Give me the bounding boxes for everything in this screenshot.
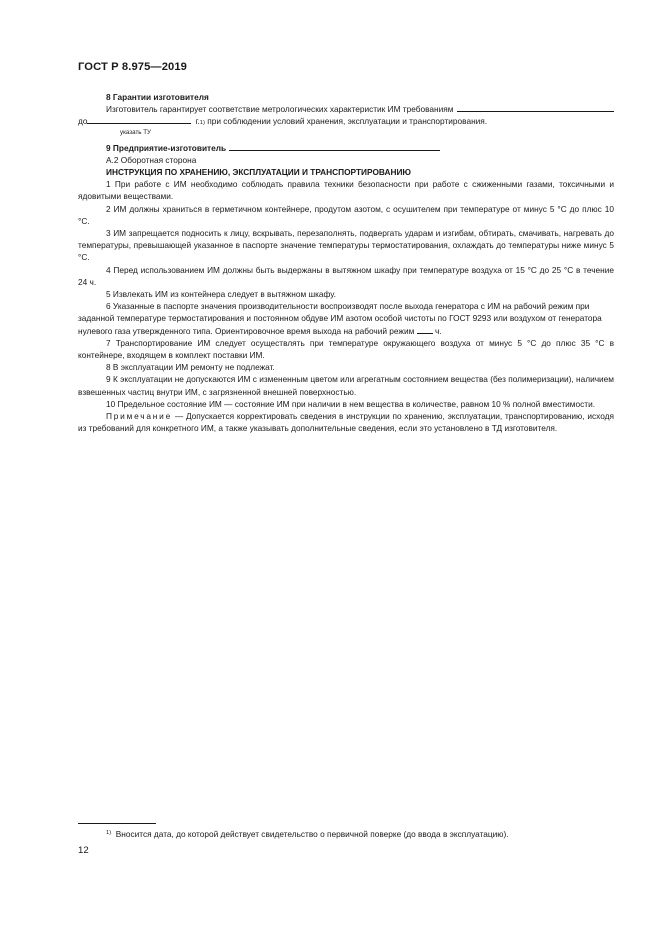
instruction-item-8: 8 В эксплуатации ИМ ремонту не подлежат. xyxy=(106,362,275,373)
page-number: 12 xyxy=(78,845,89,856)
instruction-item-6-text: 6 Указанные в паспорте значения производительности воспроизводят после выхода генератора с ИМ на рабочий режим при заданной температуре термостатирования и постоянном обдуве ИМ азотом особой чистоты по ГОСТ 9293 или воздухом от генератора нулевого газа утвержденного типа. Ориентировочное время выхода на рабочий режим xyxy=(78,301,602,336)
tu-blank-line xyxy=(457,103,614,112)
manufacturer-blank-line xyxy=(229,142,440,151)
warranty-text-line2: до г. 1) при соблюдении условий хранения, эксплуатации и транспортирования. xyxy=(78,116,488,127)
warranty-heading: 8 Гарантии изготовителя xyxy=(106,92,209,102)
note-label: Примечание xyxy=(106,411,173,422)
instruction-title: ИНСТРУКЦИЯ ПО ХРАНЕНИЮ, ЭКСПЛУАТАЦИИ И ТРАНСПОРТИРОВАНИЮ xyxy=(106,167,411,178)
tu-hint: указать ТУ xyxy=(120,128,151,136)
footnote-rule xyxy=(78,823,156,824)
instruction-item-5: 5 Извлекать ИМ из контейнера следует в вытяжном шкафу. xyxy=(106,289,336,300)
instruction-item-2: 2 ИМ должны храниться в герметичном контейнере, продутом азотом, с осушителем при температуре от минус 5 °С до плюс 10 °С. xyxy=(78,203,614,226)
instruction-item-7: 7 Транспортирование ИМ следует осуществлять при температуре окружающего воздуха от минус 5 °С до плюс 35 °С в контейнере, входящем в комплект поставки ИМ. xyxy=(78,337,614,361)
manufacturer-heading: 9 Предприятие-изготовитель xyxy=(106,142,227,153)
warranty-text-line1 xyxy=(78,103,614,115)
footnote-text: Вносится дата, до которой действует свидетельство о первичной поверке (до ввода в эксплуатацию). xyxy=(111,829,509,839)
date-blank-line xyxy=(87,115,191,124)
section-label: А.2 Оборотная сторона xyxy=(106,154,197,165)
warranty-year-label: г. xyxy=(195,116,200,127)
instruction-item-9: 9 К эксплуатации не допускаются ИМ с измененным цветом или агрегатным состоянием вещества (без полимеризации), наличием взвешенных частиц внутри ИМ, с загрязненной внешней поверхностью. xyxy=(78,374,614,397)
footnote xyxy=(106,828,509,840)
warranty-line2-prefix: до xyxy=(78,116,88,127)
instruction-item-3: 3 ИМ запрещается подносить к лицу, вскрывать, перезаполнять, подвергать ударам и изгибам, обтирать, смачивать, нагревать до температуры, превышающей указанное в паспорте значение температуры термостатирования, охлаждать до температуры ниже минус 5 °С. xyxy=(78,228,614,263)
footnote-mark: 1) xyxy=(106,830,112,836)
instruction-item-6 xyxy=(78,300,614,337)
instruction-item-4: 4 Перед использованием ИМ должны быть выдержаны в вытяжном шкафу при температуре воздуха от 15 °С до 25 °С в течение 24 ч. xyxy=(78,264,614,287)
warranty-line1-text: Изготовитель гарантирует соответствие метрологических характеристик ИМ требованиям xyxy=(106,104,454,115)
warranty-line2-suffix: при соблюдении условий хранения, эксплуатации и транспортирования. xyxy=(204,116,488,127)
instruction-item-1: 1 При работе с ИМ необходимо соблюдать правила техники безопасности при работе с сжиженными газами, токсичными и ядовитыми веществами. xyxy=(78,179,614,202)
instruction-item-10: 10 Предельное состояние ИМ — состояние ИМ при наличии в нем вещества в количестве, равном 10 % полной вместимости. xyxy=(106,398,596,409)
document-header: ГОСТ Р 8.975—2019 xyxy=(78,61,187,73)
time-blank-line xyxy=(417,325,433,334)
manufacturer-row xyxy=(78,142,614,154)
note-text: — Допускается корректировать сведения в инструкции по хранению, эксплуатации, транспортированию, исходя из требований для конкретного ИМ, а также указывать дополнительные сведения, если это установлено в ТД изготовителя. xyxy=(78,411,614,434)
instruction-item-6-unit: ч. xyxy=(434,325,442,336)
note-paragraph xyxy=(78,410,614,434)
page-content xyxy=(78,91,614,434)
